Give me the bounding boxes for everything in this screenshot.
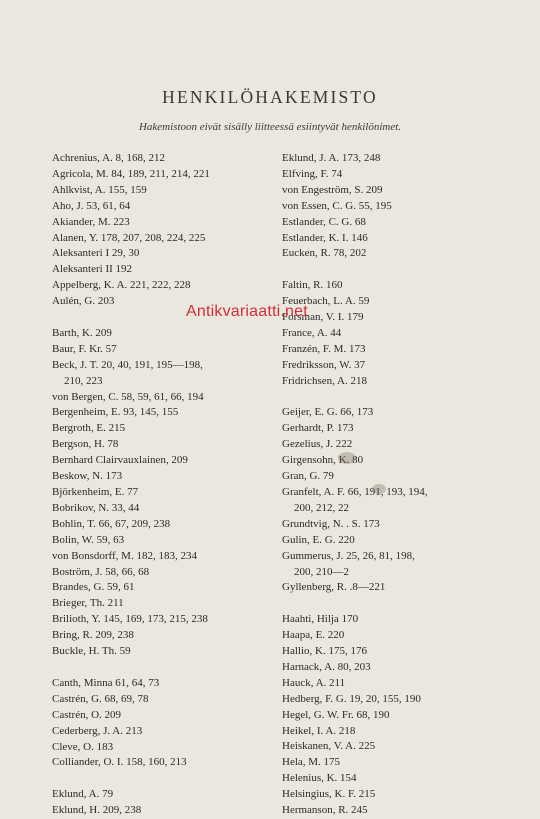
index-entry — [282, 326, 497, 342]
index-entry — [52, 803, 277, 819]
index-entry — [282, 580, 497, 596]
index-entry — [52, 262, 277, 278]
index-entry-text: von Bonsdorff, M. 182, 183, 234 — [52, 549, 197, 562]
letter-group-gap — [52, 660, 277, 676]
index-entry-text: Agricola, M. 84, 189, 211, 214, 221 — [52, 167, 210, 180]
index-entry — [52, 278, 277, 294]
index-entry-text: Castrén, O. 209 — [52, 708, 122, 721]
index-entry — [282, 549, 497, 581]
index-entry — [282, 755, 497, 771]
index-entry — [52, 724, 277, 740]
index-entry — [52, 533, 277, 549]
index-entry-text: Hauck, A. 211 — [282, 676, 346, 689]
index-entry-text: Björkenheim, E. 77 — [52, 486, 139, 499]
index-entry — [52, 692, 277, 708]
index-entry-text: Canth, Minna 61, 64, 73 — [52, 676, 160, 689]
stain-mark — [372, 484, 386, 494]
index-entry — [282, 644, 497, 660]
index-entry — [282, 358, 497, 374]
index-entry — [282, 310, 497, 326]
index-entry — [282, 692, 497, 708]
index-entry-text: von Bergen, C. 58, 59, 61, 66, 194 — [52, 390, 204, 403]
index-entry-text: Gezelius, J. 222 — [282, 438, 353, 451]
index-entry — [282, 708, 497, 724]
index-entry-text: Aulén, G. 203 — [52, 295, 115, 308]
page-title: HENKILÖHAKEMISTO — [162, 87, 378, 107]
index-entry — [282, 771, 497, 787]
index-entry — [282, 294, 497, 310]
index-entry — [282, 151, 497, 167]
index-entry-text: Bobrikov, N. 33, 44 — [52, 501, 140, 514]
index-entry — [52, 405, 277, 421]
index-entry — [282, 612, 497, 628]
index-entry — [282, 485, 497, 517]
index-entry-text: Faltin, R. 160 — [282, 279, 343, 292]
index-entry-text: Estlander, C. G. 68 — [282, 215, 366, 228]
index-entry — [52, 246, 277, 262]
index-entry — [52, 390, 277, 406]
index-entry-text: Cleve, O. 183 — [52, 740, 114, 753]
index-entry-text: Aho, J. 53, 61, 64 — [52, 199, 131, 212]
index-entry — [282, 167, 497, 183]
index-entry-text: Aleksanteri I 29, 30 — [52, 247, 140, 260]
index-entry-text: Fridrichsen, A. 218 — [282, 374, 367, 387]
watermark-text: Antikvariaatti.net — [186, 303, 308, 320]
index-entry — [282, 676, 497, 692]
index-entry — [282, 517, 497, 533]
index-entry-text: von Engeström, S. 209 — [282, 183, 383, 196]
index-entry — [282, 183, 497, 199]
index-entry-text: Helsingius, K. F. 215 — [282, 788, 376, 801]
letter-group-gap — [282, 390, 497, 406]
index-entry-text: Brieger, Th. 211 — [52, 597, 124, 610]
index-entry — [282, 660, 497, 676]
index-entry-text: Hegel, G. W. Fr. 68, 190 — [282, 708, 390, 721]
index-entry — [52, 580, 277, 596]
index-entry — [52, 628, 277, 644]
index-entry — [52, 437, 277, 453]
index-column-right — [282, 151, 497, 819]
stain-mark — [338, 452, 356, 464]
index-entry-text: Forsman, V. I. 179 — [282, 311, 364, 324]
index-entry-text: Baur, F. Kr. 57 — [52, 342, 117, 355]
letter-group-gap — [52, 771, 277, 787]
index-entry-text: Akiander, M. 223 — [52, 215, 130, 228]
index-entry-text: Colliander, O. I. 158, 160, 213 — [52, 756, 187, 769]
index-entry-text: Hermanson, R. 245 — [282, 804, 368, 817]
index-entry — [52, 708, 277, 724]
index-entry-continuation: 210, 223 — [64, 374, 103, 387]
index-entry-text: Buckle, H. Th. 59 — [52, 645, 131, 658]
index-entry-text: Castrén, G. 68, 69, 78 — [52, 692, 149, 705]
index-entry-text: Franzén, F. M. 173 — [282, 342, 366, 355]
index-entry-text: Grundtvig, N. . S. 173 — [282, 517, 380, 530]
index-entry-text: Eklund, A. 79 — [52, 788, 114, 801]
index-entry — [52, 199, 277, 215]
index-entry-text: Beskow, N. 173 — [52, 470, 123, 483]
index-entry — [52, 151, 277, 167]
index-entry-text: Feuerbach, L. A. 59 — [282, 295, 370, 308]
index-entry-text: France, A. 44 — [282, 326, 342, 339]
index-entry-text: Beck, J. T. 20, 40, 191, 195—198, — [52, 358, 203, 371]
index-entry-text: Estlander, K. I. 146 — [282, 231, 368, 244]
index-entry — [282, 199, 497, 215]
index-entry-text: Gran, G. 79 — [282, 470, 334, 483]
index-entry — [52, 644, 277, 660]
index-entry — [282, 231, 497, 247]
index-entry-text: Achrenius, A. 8, 168, 212 — [52, 152, 166, 164]
index-entry — [52, 421, 277, 437]
index-entry-text: Harnack, A. 80, 203 — [282, 660, 371, 673]
index-entry-text: Bergson, H. 78 — [52, 438, 119, 451]
index-entry-continuation: 200, 210—2 — [294, 565, 349, 578]
index-entry-text: Granfelt, A. F. 66, 191, 193, 194, — [282, 486, 428, 498]
index-entry-text: Hela, M. 175 — [282, 756, 341, 769]
index-entry-text: Helenius, K. 154 — [282, 772, 357, 785]
index-entry-text: Bohlin, T. 66, 67, 209, 238 — [52, 517, 171, 530]
index-entry — [52, 326, 277, 342]
index-entry-text: Alanen, Y. 178, 207, 208, 224, 225 — [52, 231, 206, 244]
index-entry-text: Brandes, G. 59, 61 — [52, 581, 135, 594]
index-entry-continuation: 200, 212, 22 — [294, 501, 349, 514]
index-entry-text: Fredriksson, W. 37 — [282, 358, 366, 371]
index-entry — [52, 740, 277, 756]
index-entry — [282, 421, 497, 437]
index-entry-text: Aleksanteri II 192 — [52, 263, 133, 276]
index-entry-text: Ahlkvist, A. 155, 159 — [52, 183, 147, 196]
index-entry — [282, 787, 497, 803]
index-entry — [52, 231, 277, 247]
index-entry-text: Bolin, W. 59, 63 — [52, 533, 125, 546]
index-entry-text: Boström, J. 58, 66, 68 — [52, 565, 150, 578]
index-entry — [282, 453, 497, 469]
index-entry-text: Heikel, I. A. 218 — [282, 724, 356, 737]
index-entry-text: Cederberg, J. A. 213 — [52, 724, 143, 737]
index-entry — [282, 405, 497, 421]
index-entry — [52, 549, 277, 565]
index-entry-text: Brilioth, Y. 145, 169, 173, 215, 238 — [52, 613, 208, 626]
index-entry — [52, 596, 277, 612]
index-entry — [52, 342, 277, 358]
index-entry — [52, 183, 277, 199]
index-entry — [52, 612, 277, 628]
index-entry — [282, 739, 497, 755]
index-entry — [282, 374, 497, 390]
index-entry — [52, 676, 277, 692]
index-entry — [282, 469, 497, 485]
index-entry — [282, 342, 497, 358]
index-entry — [282, 628, 497, 644]
index-entry-text: Bergroth, E. 215 — [52, 422, 126, 435]
index-entry — [282, 215, 497, 231]
index-entry — [52, 167, 277, 183]
letter-group-gap — [282, 262, 497, 278]
index-entry-text: Heiskanen, V. A. 225 — [282, 740, 376, 753]
index-entry — [282, 724, 497, 740]
index-entry-text: von Essen, C. G. 55, 195 — [282, 199, 392, 212]
index-entry-text: Appelberg, K. A. 221, 222, 228 — [52, 279, 191, 292]
index-entry — [52, 501, 277, 517]
index-entry — [52, 453, 277, 469]
index-entry-text: Gulin, E. G. 220 — [282, 533, 355, 546]
index-entry-text: Eklund, H. 209, 238 — [52, 804, 142, 817]
index-entry-text: Barth, K. 209 — [52, 326, 112, 339]
index-entry-text: Geijer, E. G. 66, 173 — [282, 406, 374, 419]
index-column-left — [52, 151, 277, 819]
index-entry — [282, 803, 497, 819]
index-entry-text: Gummerus, J. 25, 26, 81, 198, — [282, 549, 415, 562]
index-entry — [52, 565, 277, 581]
index-entry — [52, 358, 277, 390]
index-entry-text: Elfving, F. 74 — [282, 167, 343, 180]
page-subtitle: Hakemistoon eivät sisälly liitteessä esiintyvät henkilönimet. — [138, 121, 402, 133]
index-entry — [52, 215, 277, 231]
letter-group-gap — [282, 596, 497, 612]
index-entry — [52, 469, 277, 485]
index-entry — [282, 533, 497, 549]
index-entry-text: Bernhard Clairvauxlainen, 209 — [52, 454, 188, 467]
index-entry-text: Eucken, R. 78, 202 — [282, 247, 367, 260]
index-entry-text: Bergenheim, E. 93, 145, 155 — [52, 406, 179, 419]
index-entry — [52, 755, 277, 771]
index-entry-text: Girgensohn, K. 80 — [282, 454, 364, 467]
index-entry-text: Hedberg, F. G. 19, 20, 155, 190 — [282, 692, 421, 705]
index-entry — [282, 246, 497, 262]
index-entry-text: Eklund, J. A. 173, 248 — [282, 152, 381, 164]
index-entry-text: Haapa, E. 220 — [282, 629, 345, 642]
index-entry-text: Gerhardt, P. 173 — [282, 422, 354, 435]
index-entry — [52, 485, 277, 501]
index-entry — [282, 437, 497, 453]
index-entry-text: Gyllenberg, R. .8—221 — [282, 581, 386, 594]
index-entry-text: Haahti, Hilja 170 — [282, 613, 359, 626]
index-entry-text: Hallio, K. 175, 176 — [282, 645, 367, 658]
index-entry — [52, 517, 277, 533]
index-entry — [282, 278, 497, 294]
index-entry — [52, 787, 277, 803]
index-entry-text: Bring, R. 209, 238 — [52, 629, 134, 642]
